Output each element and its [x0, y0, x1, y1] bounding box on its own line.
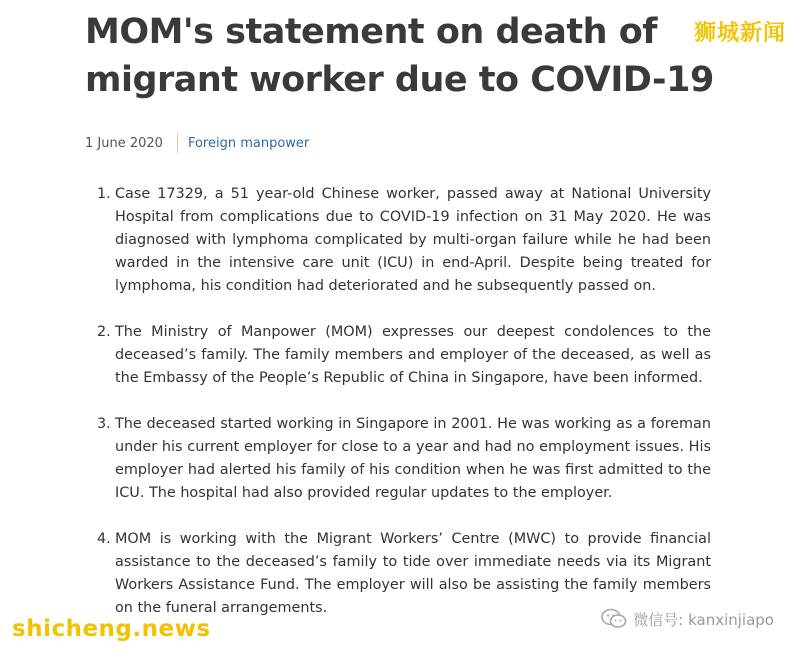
watermark-bottom: shicheng.news	[12, 616, 211, 642]
paragraph-number: 3.	[97, 416, 111, 432]
paragraph-1	[97, 183, 711, 298]
paragraph-text: The Ministry of Manpower (MOM) expresses our deepest condolences to the deceased’s family. The family members and employer of the deceased, as well as the Embassy of the People’s Republic of China in Singapore, have been informed.	[115, 324, 711, 386]
wechat-label: 微信号: kanxinjiapo	[633, 610, 774, 629]
paragraph-text: The deceased started working in Singapore in 2001. He was working as a foreman under his current employer for close to a year and had no employment issues. His employer had alerted his family of his condition when he was first admitted to the ICU. The hospital had also provided regular updates to the employer.	[115, 416, 711, 501]
paragraph-text: MOM is working with the Migrant Workers’ Centre (MWC) to provide financial assistance to the deceased’s family to tide over immediate needs via its Migrant Workers Assistance Fund. The employer will also be assisting the family members on the funeral arrangements.	[115, 531, 711, 616]
article-meta	[85, 133, 309, 153]
wechat-watermark	[601, 608, 774, 630]
paragraph-text: Case 17329, a 51 year-old Chinese worker, passed away at National University Hospital from complications due to COVID-19 infection on 31 May 2020. He was diagnosed with lymphoma complicated by multi-organ failure while he had been warded in the intensive care unit (ICU) in end-April. Despite being treated for lymphoma, his condition had deteriorated and he subsequently passed on.	[115, 186, 711, 294]
meta-divider	[177, 133, 178, 153]
watermark-top: 狮城新闻	[693, 21, 786, 46]
paragraph-3	[97, 413, 711, 505]
paragraph-number: 2.	[97, 324, 111, 340]
page-title: MOM's statement on death of migrant worker due to COVID-19	[85, 12, 714, 100]
paragraph-number: 1.	[97, 186, 111, 202]
category-link[interactable]: Foreign manpower	[187, 135, 310, 151]
wechat-icon	[601, 608, 627, 630]
statement-list	[97, 183, 711, 620]
paragraph-number: 4.	[97, 531, 111, 547]
paragraph-2	[97, 321, 711, 390]
paragraph-4	[97, 528, 711, 620]
publish-date: 1 June 2020	[85, 135, 163, 151]
